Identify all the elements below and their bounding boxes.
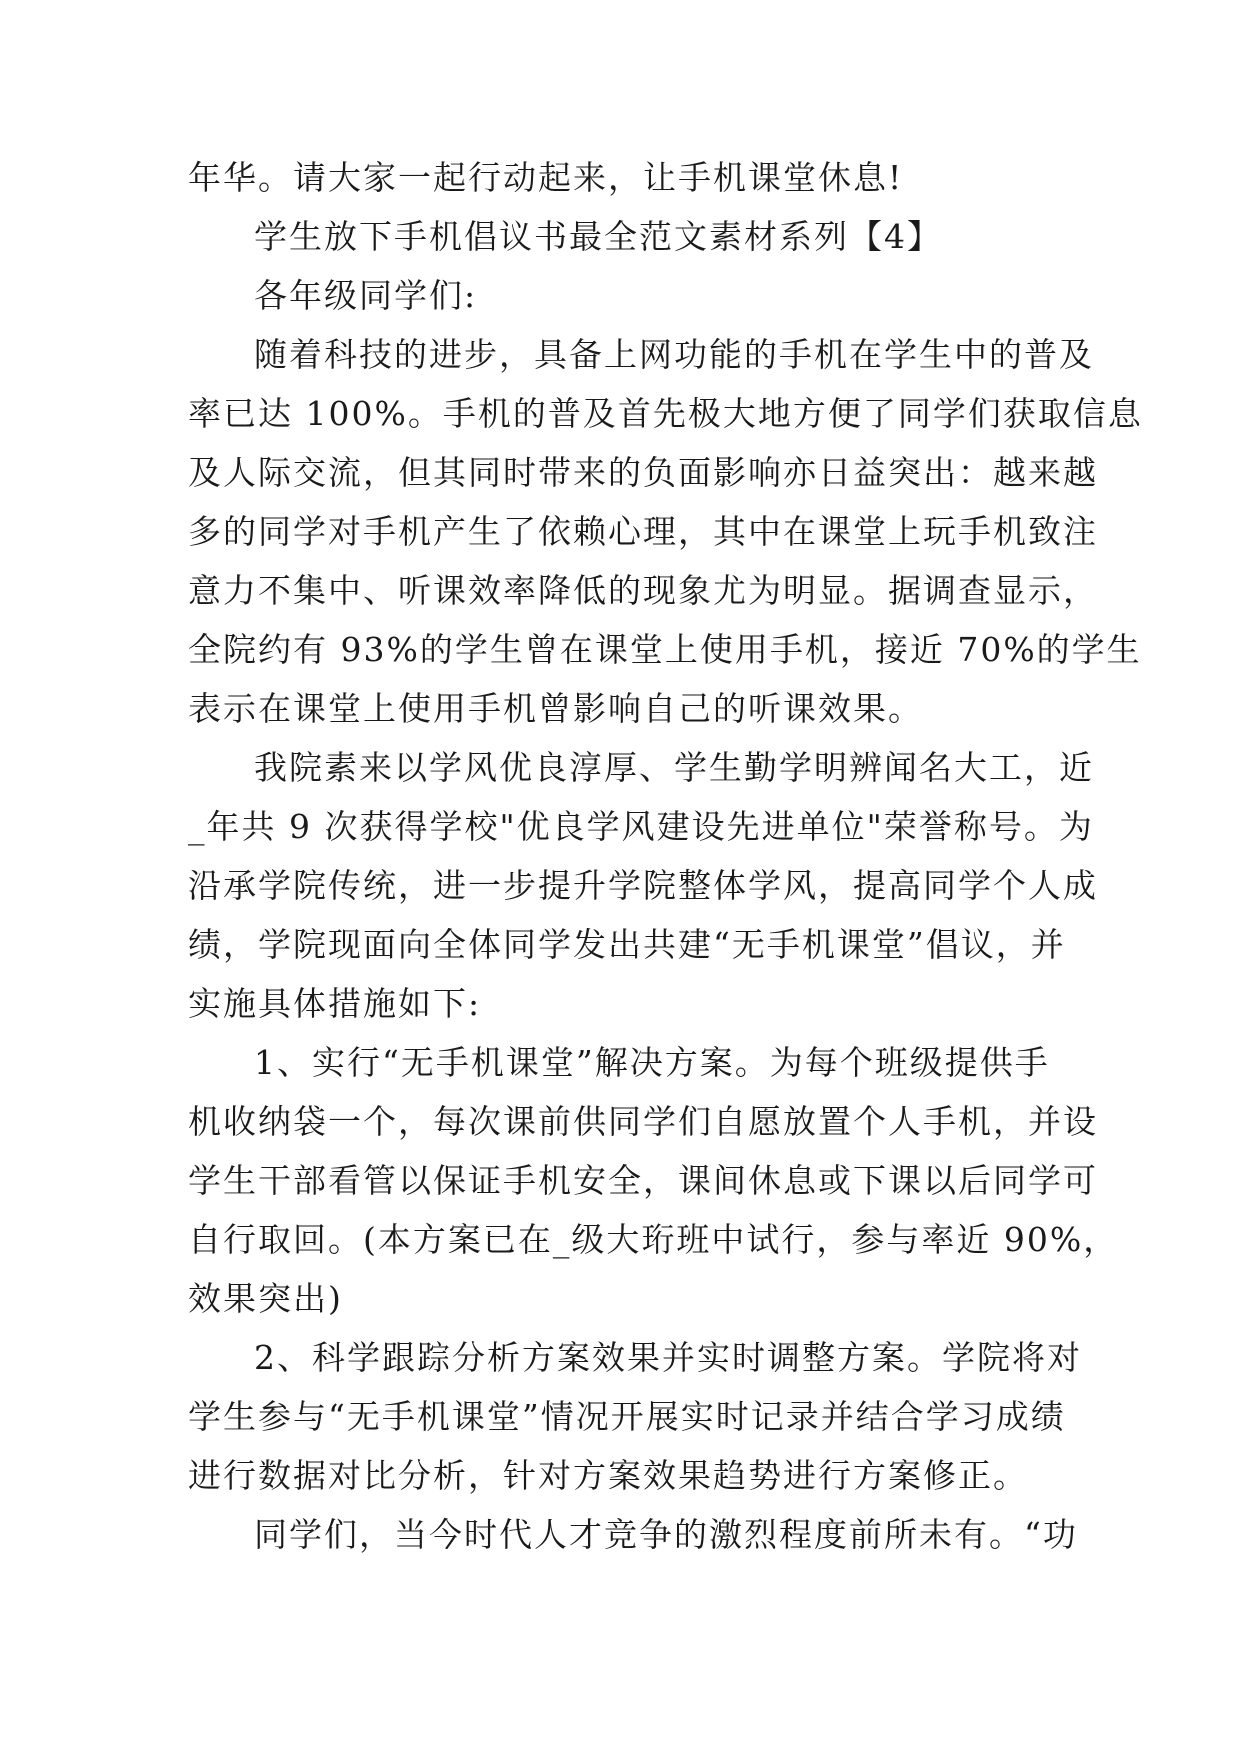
text-line: 学生放下手机倡议书最全范文素材系列【4】 bbox=[254, 217, 942, 256]
text-line: 1、实行“无手机课堂”解决方案。为每个班级提供手 bbox=[254, 1043, 1050, 1082]
text-line: 学生参与“无手机课堂”情况开展实时记录并结合学习成绩 bbox=[188, 1397, 1066, 1436]
text-line: 同学们，当今时代人才竞争的激烈程度前所未有。“功 bbox=[254, 1515, 1078, 1554]
text-line: 学生干部看管以保证手机安全，课间休息或下课以后同学可 bbox=[188, 1161, 1098, 1200]
text-line: 2、科学跟踪分析方案效果并实时调整方案。学院将对 bbox=[254, 1338, 1082, 1377]
text-line: 各年级同学们: bbox=[254, 276, 478, 315]
text-line: 年华。请大家一起行动起来，让手机课堂休息! bbox=[188, 158, 904, 197]
text-line: 效果突出) bbox=[188, 1279, 343, 1318]
text-line: _年共 9 次获得学校"优良学风建设先进单位"荣誉称号。为 bbox=[188, 807, 1094, 846]
text-line: 沿承学院传统，进一步提升学院整体学风，提高同学个人成 bbox=[188, 866, 1098, 905]
text-line: 及人际交流，但其同时带来的负面影响亦日益突出：越来越 bbox=[188, 453, 1098, 492]
document-body bbox=[188, 148, 1143, 1564]
text-line: 随着科技的进步，具备上网功能的手机在学生中的普及 bbox=[254, 335, 1094, 374]
text-line: 实施具体措施如下: bbox=[188, 984, 482, 1023]
text-line: 机收纳袋一个，每次课前供同学们自愿放置个人手机，并设 bbox=[188, 1102, 1098, 1141]
text-line: 进行数据对比分析，针对方案效果趋势进行方案修正。 bbox=[188, 1456, 1028, 1495]
text-line: 全院约有 93%的学生曾在课堂上使用手机，接近 70%的学生 bbox=[188, 630, 1142, 669]
text-line: 意力不集中、听课效率降低的现象尤为明显。据调查显示， bbox=[188, 571, 1098, 610]
text-line: 率已达 100%。手机的普及首先极大地方便了同学们获取信息 bbox=[188, 394, 1143, 433]
text-line: 绩，学院现面向全体同学发出共建“无手机课堂”倡议，并 bbox=[188, 925, 1066, 964]
text-line: 多的同学对手机产生了依赖心理，其中在课堂上玩手机致注 bbox=[188, 512, 1098, 551]
text-line: 我院素来以学风优良淳厚、学生勤学明辨闻名大工，近 bbox=[254, 748, 1094, 787]
text-line: 自行取回。(本方案已在_级大珩班中试行，参与率近 90%， bbox=[188, 1220, 1119, 1259]
text-line: 表示在课堂上使用手机曾影响自己的听课效果。 bbox=[188, 689, 923, 728]
